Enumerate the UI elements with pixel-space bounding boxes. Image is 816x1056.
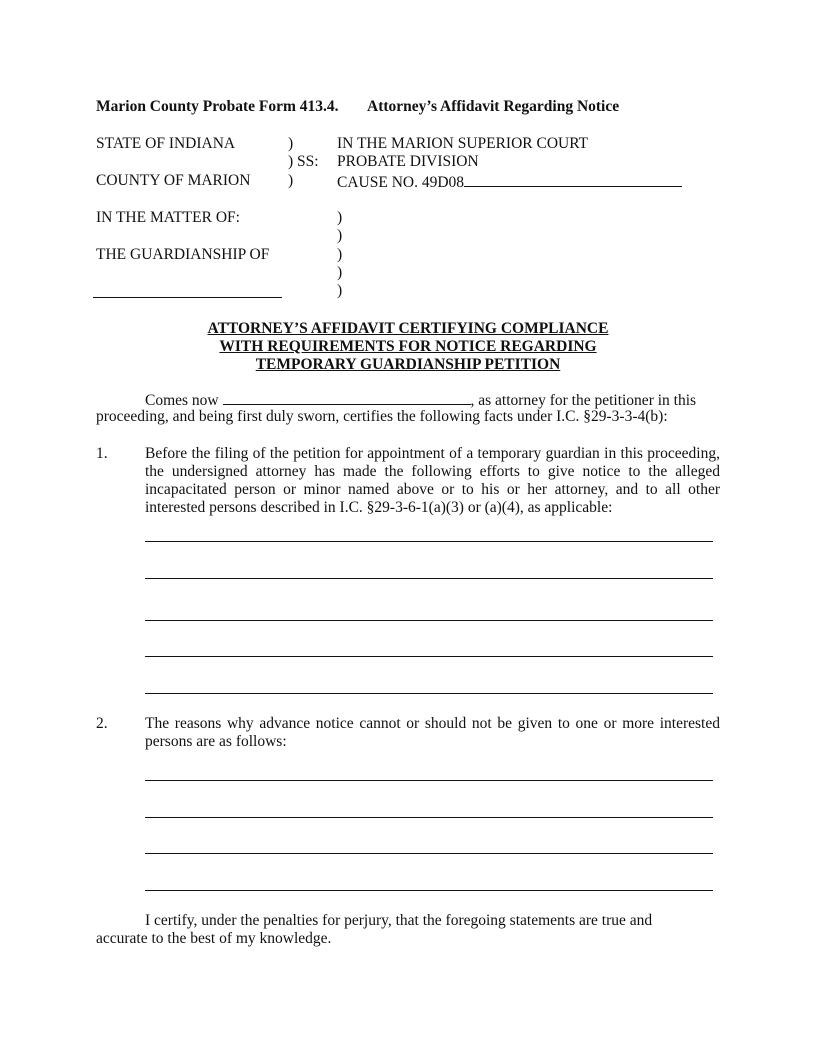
affidavit-heading-line-3: TEMPORARY GUARDIANSHIP PETITION — [255, 356, 561, 373]
guardianship-label: THE GUARDIANSHIP OF — [96, 246, 270, 263]
caption-paren: ) — [288, 172, 294, 189]
matter-paren: ) — [337, 246, 343, 263]
form-title: Attorney’s Affidavit Regarding Notice — [367, 98, 620, 115]
certify-line-1: I certify, under the penalties for perjury, that the foregoing statements are true and — [145, 912, 653, 929]
item-1-number: 1. — [96, 445, 108, 462]
cause-number-prefix: CAUSE NO. 49D08 — [337, 174, 465, 191]
item-2-line-1: The reasons why advance notice cannot or should not be given to one or more interested — [145, 715, 720, 732]
item-1-answer-line[interactable] — [145, 656, 713, 657]
intro-line-1 — [145, 390, 696, 410]
item-2-answer-line[interactable] — [145, 780, 713, 781]
caption-ss: ) SS: — [288, 153, 319, 170]
matter-paren: ) — [337, 227, 343, 244]
intro-line-2: proceeding, and being first duly sworn, certifies the following facts under I.C. §29-3-3-4(b): — [96, 408, 668, 425]
court-name: IN THE MARION SUPERIOR COURT — [337, 135, 589, 152]
certify-line-2: accurate to the best of my knowledge. — [96, 930, 332, 947]
cause-number-blank[interactable] — [464, 172, 682, 187]
affidavit-heading-line-1: ATTORNEY’S AFFIDAVIT CERTIFYING COMPLIANCE — [207, 320, 609, 337]
item-1-answer-line[interactable] — [145, 620, 713, 621]
item-1-line-4: interested persons described in I.C. §29-3-6-1(a)(3) or (a)(4), as applicable: — [145, 499, 613, 516]
item-1-line-3: incapacitated person or minor named above or to his or her attorney, and to all other — [145, 481, 720, 498]
item-1-answer-line[interactable] — [145, 578, 713, 579]
item-1-answer-line[interactable] — [145, 693, 713, 694]
affidavit-heading-line-2: WITH REQUIREMENTS FOR NOTICE REGARDING — [219, 338, 597, 355]
attorney-name-blank[interactable] — [223, 390, 471, 405]
item-2-number: 2. — [96, 715, 108, 732]
item-1-answer-line[interactable] — [145, 541, 713, 542]
caption-paren: ) — [288, 135, 294, 152]
county-label: COUNTY OF MARION — [96, 172, 251, 189]
item-1-line-2: the undersigned attorney has made the following efforts to give notice to the alleged — [145, 463, 720, 480]
as-attorney-text: , as attorney for the petitioner in this — [470, 392, 697, 409]
matter-label: IN THE MATTER OF: — [96, 209, 240, 226]
matter-paren: ) — [337, 282, 343, 299]
comes-now-text: Comes now — [145, 392, 219, 409]
item-2-answer-line[interactable] — [145, 853, 713, 854]
matter-paren: ) — [337, 209, 343, 226]
item-2-answer-line[interactable] — [145, 817, 713, 818]
cause-number — [337, 172, 682, 192]
matter-paren: ) — [337, 264, 343, 281]
ward-name-line[interactable] — [93, 297, 282, 298]
court-division: PROBATE DIVISION — [337, 153, 479, 170]
item-2-line-2: persons are as follows: — [145, 733, 287, 750]
state-label: STATE OF INDIANA — [96, 135, 236, 152]
item-1-line-1: Before the filing of the petition for appointment of a temporary guardian in this proceeding, — [145, 445, 720, 462]
form-number: Marion County Probate Form 413.4. — [96, 98, 339, 115]
item-2-answer-line[interactable] — [145, 890, 713, 891]
